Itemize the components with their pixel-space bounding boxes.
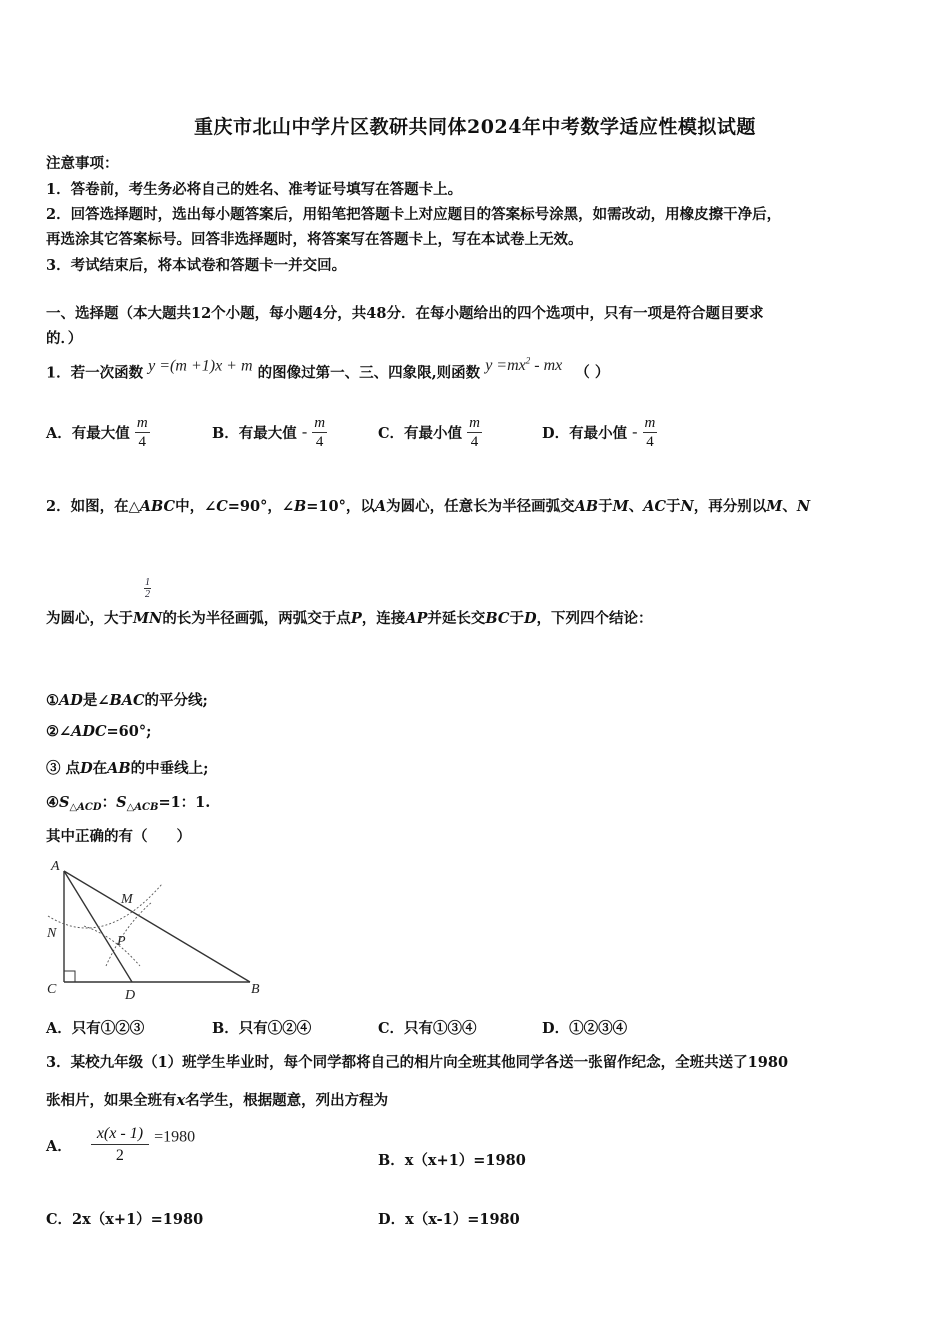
- q3-option-a-den: 2: [115, 1147, 124, 1164]
- q1-option-a[interactable]: [46, 414, 150, 451]
- q1-option-b-num: m: [314, 415, 326, 431]
- q2-text: =1：1.: [158, 794, 211, 811]
- q2-half-den: 2: [145, 589, 150, 600]
- q2-text: ：: [101, 794, 117, 811]
- q2-triangle-figure: [44, 856, 266, 1006]
- q2-text: 为圆心，任意长为半径画弧交: [386, 498, 575, 515]
- q2-text: 于: [598, 498, 613, 515]
- q2-conclusion-3: [46, 757, 209, 778]
- q2-var-ac: AC: [643, 498, 666, 515]
- q1-option-a-den: 4: [138, 434, 146, 450]
- q2-text: 的中垂线上;: [130, 760, 209, 777]
- q1-option-b-sign: -: [301, 423, 308, 441]
- q2-text: 、: [782, 498, 797, 515]
- fig-label-c: C: [47, 982, 57, 997]
- q2-option-a[interactable]: A．只有①②③: [46, 1020, 145, 1037]
- q3-text: 名学生，根据题意，列出方程为: [185, 1092, 389, 1109]
- q1-option-d-num: m: [644, 415, 656, 431]
- q2-conclusion-4: [46, 791, 210, 813]
- q2-ask: 其中正确的有（ ）: [46, 828, 191, 845]
- q2-conclusion-2: [46, 723, 151, 740]
- q1-option-d-label: D．有最小值: [542, 425, 628, 442]
- q2-var-n: N: [796, 498, 811, 515]
- q2-text: 、: [628, 498, 644, 515]
- q3-option-a[interactable]: [46, 1124, 195, 1167]
- q2-text: 于: [509, 610, 524, 627]
- q2-var-c: C: [216, 498, 228, 515]
- q1-func2-a: y =mx: [485, 357, 526, 375]
- fig-label-m: M: [121, 892, 133, 907]
- q1-option-c-label: C．有最小值: [378, 425, 463, 442]
- q3-stem-line1: 3．某校九年级（1）班学生毕业时，每个同学都将自己的相片向全班其他同学各送一张留作纪念，全班共送了1980: [46, 1054, 789, 1071]
- q2-conclusion-1: [46, 689, 208, 710]
- q2-text: 于: [666, 498, 681, 515]
- q1-option-b-label: B．有最大值: [212, 425, 297, 442]
- q2-var-b: B: [294, 498, 307, 515]
- section-heading-line2: 的．）: [46, 330, 83, 347]
- notice-item-3: 3．考试结束后，将本试卷和答题卡一并交回。: [46, 257, 347, 274]
- fig-arc-main: [48, 884, 162, 928]
- q1-option-a-fraction: [135, 414, 150, 451]
- q2-var-ad: AD: [59, 692, 83, 709]
- q2-var-bac: BAC: [109, 692, 145, 709]
- q2-text: 2．如图，在△: [46, 498, 140, 515]
- q2-var-p: P: [350, 610, 362, 627]
- q2-var-mn: MN: [133, 610, 163, 627]
- fig-label-n: N: [47, 926, 57, 941]
- q1-func2-b: - mx: [530, 357, 563, 375]
- q2-text: 是∠: [82, 692, 110, 709]
- q3-stem-line2: [46, 1089, 388, 1110]
- q1-prefix: 1．若一次函数: [46, 364, 144, 382]
- q1-option-b-fraction: [312, 414, 327, 451]
- q2-var-ab: AB: [107, 760, 131, 777]
- q2-var-m: M: [612, 498, 629, 515]
- q1-option-b[interactable]: [212, 414, 327, 451]
- q2-var-bc: BC: [485, 610, 510, 627]
- q2-text: 在: [92, 760, 108, 777]
- fig-right-angle: [64, 971, 75, 982]
- q1-option-c-num: m: [469, 415, 480, 431]
- exam-title: 重庆市北山中学片区教研共同体2024年中考数学适应性模拟试题: [194, 116, 756, 138]
- q2-text: 中，∠: [175, 498, 217, 515]
- q2-text: ④: [46, 794, 59, 811]
- q2-text: ，下列四个结论：: [536, 610, 653, 627]
- q1-option-d[interactable]: [542, 414, 657, 451]
- q3-option-a-fraction: [91, 1124, 149, 1167]
- q3-option-b[interactable]: B．x（x+1）=1980: [378, 1152, 526, 1169]
- q3-option-a-label: A．: [46, 1138, 72, 1155]
- q1-option-a-label: A．有最大值: [46, 425, 130, 442]
- fig-label-b: B: [251, 982, 260, 997]
- q1-option-b-den: 4: [315, 434, 324, 450]
- q1-option-c[interactable]: [378, 414, 482, 451]
- q2-text: ，连接: [361, 610, 406, 627]
- q2-var-s: S: [116, 794, 127, 811]
- q2-sub-acd: △ACD: [69, 802, 102, 813]
- q2-sub-acb: △ACB: [126, 802, 159, 813]
- fig-arc-n: [84, 926, 140, 966]
- q2-text: =60°;: [106, 723, 152, 740]
- q3-text: 张相片，如果全班有: [46, 1092, 177, 1109]
- fig-label-a: A: [51, 859, 60, 874]
- q2-stem-line1: [46, 495, 810, 516]
- q2-text: 的长为半径画弧，两弧交于点: [162, 610, 351, 627]
- q2-option-b[interactable]: B．只有①②④: [212, 1020, 312, 1037]
- fig-label-d: D: [125, 988, 136, 1003]
- q2-text: =90°，∠: [227, 498, 295, 515]
- q2-var-ap: AP: [405, 610, 428, 627]
- q2-var-adc: ADC: [71, 723, 107, 740]
- fig-side-ab: [64, 871, 250, 982]
- q2-text: ①: [46, 692, 59, 709]
- notice-item-2a: 2．回答选择题时，选出每小题答案后，用铅笔把答题卡上对应题目的答案标号涂黑，如需改动，用橡皮擦干净后，: [46, 206, 782, 223]
- q1-option-d-fraction: [643, 414, 658, 451]
- q1-option-d-sign: -: [632, 423, 638, 441]
- notice-heading: 注意事项：: [46, 155, 119, 172]
- q2-text: =10°，以: [306, 498, 375, 515]
- q3-option-d[interactable]: D．x（x-1）=1980: [378, 1211, 520, 1228]
- q2-text: ，再分别以: [693, 498, 767, 515]
- q1-func1: y =(m +1)x + m: [148, 357, 253, 375]
- q1-option-a-num: m: [136, 415, 148, 431]
- fig-label-p: P: [117, 934, 126, 949]
- q2-var-d: D: [80, 760, 93, 777]
- q2-stem-line2: [46, 607, 653, 628]
- q2-var-d: D: [523, 610, 537, 627]
- q2-var-a: A: [374, 498, 387, 515]
- q2-var-ab: AB: [574, 498, 599, 515]
- section-heading-line1: 一、选择题（本大题共12个小题，每小题4分，共48分．在每小题给出的四个选项中，只有一项是符合题目要求: [46, 305, 764, 322]
- q1-func2: [485, 357, 562, 374]
- q2-option-d[interactable]: D．①②③④: [542, 1020, 628, 1037]
- q3-option-c[interactable]: C．2x（x+1）=1980: [46, 1211, 204, 1228]
- q3-option-a-num: x(x - 1): [91, 1124, 149, 1145]
- q1-stem: [46, 356, 609, 382]
- q1-middle: 的图像过第一、三、四象限,则函数: [257, 364, 481, 382]
- q1-option-c-fraction: [467, 414, 482, 451]
- q1-func2-exp: 2: [525, 356, 531, 366]
- q2-text: ②∠: [46, 723, 72, 740]
- q2-text: 为圆心，大于: [46, 610, 133, 627]
- q2-half-fraction: [144, 577, 151, 600]
- q2-half-num: 1: [145, 577, 150, 588]
- q2-text: ③ 点: [46, 760, 81, 777]
- notice-item-1: 1．答卷前，考生务必将自己的姓名、准考证号填写在答题卡上。: [46, 181, 463, 198]
- q1-option-c-den: 4: [470, 434, 479, 450]
- q1-option-d-den: 4: [646, 434, 654, 450]
- q3-option-a-rhs: =1980: [154, 1128, 196, 1146]
- fig-arc-m: [106, 902, 152, 966]
- q2-var-s: S: [59, 794, 70, 811]
- q2-text: 的平分线;: [144, 692, 208, 709]
- q2-option-c[interactable]: C．只有①③④: [378, 1020, 477, 1037]
- q2-var-abc: ABC: [139, 498, 176, 515]
- q2-var-m: M: [766, 498, 783, 515]
- notice-item-2b: 再选涂其它答案标号。回答非选择题时，将答案写在答题卡上，写在本试卷上无效。: [46, 231, 583, 248]
- q2-var-n: N: [680, 498, 694, 515]
- q3-var-x: x: [176, 1092, 186, 1109]
- q2-text: 并延长交: [427, 610, 486, 627]
- q1-paren: （ ）: [575, 364, 610, 382]
